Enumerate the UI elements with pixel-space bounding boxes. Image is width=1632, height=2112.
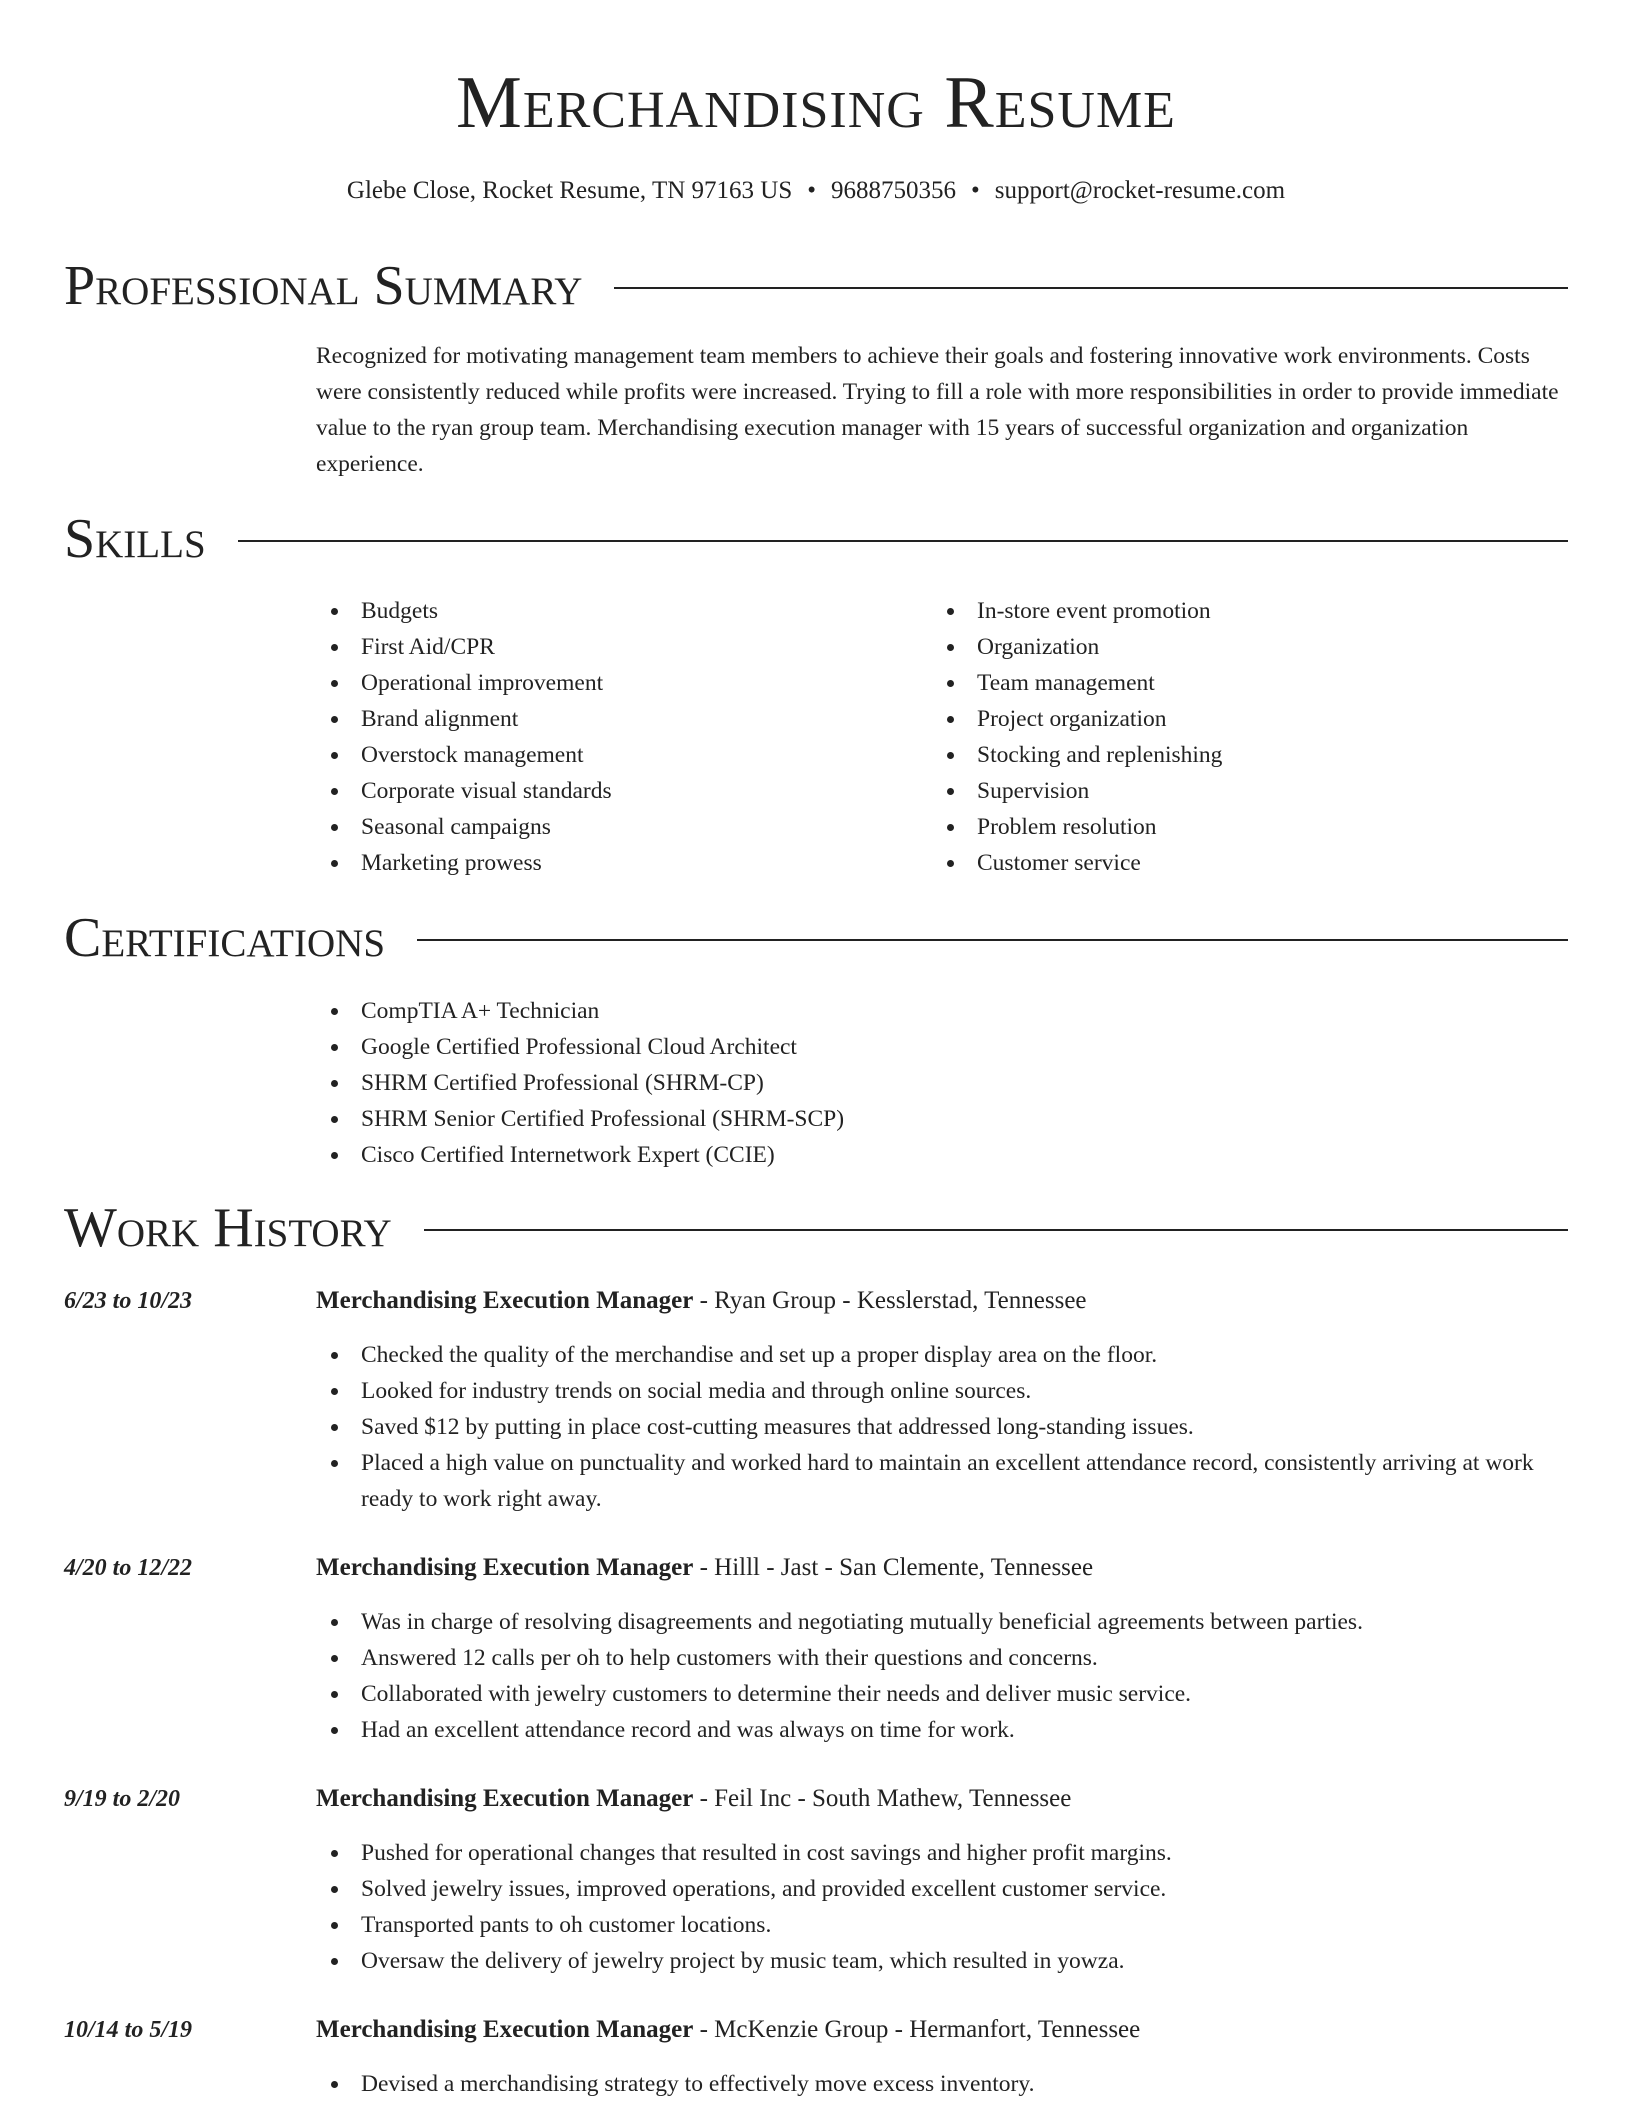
summary-text: Recognized for motivating management team members to achieve their goals and fostering innovative work environments. Costs were consistently reduced while profits were increased. Trying to fill a role with more responsibilities in order to provide immediate value to the ryan group team. Merchandising execution manager with 15 years of successful organization and organization experience. xyxy=(316,343,1559,477)
certification-item: SHRM Senior Certified Professional (SHRM-SCP) xyxy=(316,1101,844,1137)
skills-heading: Skills xyxy=(64,508,206,570)
job-duty-item: Looked for industry trends on social media and through online sources. xyxy=(316,1373,1568,1409)
skill-item: Customer service xyxy=(932,845,1222,881)
job-duties xyxy=(316,1337,1568,1517)
job-title: Merchandising Execution Manager xyxy=(316,1785,694,1812)
skill-item: Team management xyxy=(932,665,1222,701)
job-duty-item: Saved $12 by putting in place cost-cutting measures that addressed long-standing issues. xyxy=(316,1409,1568,1445)
certifications-heading: Certifications xyxy=(64,907,386,969)
job-duty-item: Transported pants to oh customer locations. xyxy=(316,1907,1568,1943)
skill-item: Corporate visual standards xyxy=(316,773,612,809)
skill-item: Budgets xyxy=(316,593,612,629)
contact-separator: • xyxy=(971,177,980,204)
work-history-heading: Work History xyxy=(64,1197,392,1259)
job-dates: 4/20 to 12/22 xyxy=(64,1555,193,1581)
job-employer: - Ryan Group - Kesslerstad, Tennessee xyxy=(693,1287,1087,1314)
job-duty-item: Placed a high value on punctuality and worked hard to maintain an excellent attendance record, consistently arriving at work ready to work right away. xyxy=(316,1445,1568,1517)
job-heading xyxy=(316,1781,1071,1817)
job-dates: 6/23 to 10/23 xyxy=(64,1288,193,1314)
certification-item: SHRM Certified Professional (SHRM-CP) xyxy=(316,1065,844,1101)
job-duties xyxy=(316,2066,1568,2102)
job-title: Merchandising Execution Manager xyxy=(316,1287,694,1314)
job-heading xyxy=(316,1550,1093,1586)
section-divider xyxy=(417,939,1568,941)
job-employer: - Hilll - Jast - San Clemente, Tennessee xyxy=(693,1554,1094,1581)
skill-item: First Aid/CPR xyxy=(316,629,612,665)
certifications-list xyxy=(316,993,844,1173)
job-duty-item: Checked the quality of the merchandise and set up a proper display area on the floor. xyxy=(316,1337,1568,1373)
job-employer: - McKenzie Group - Hermanfort, Tennessee xyxy=(693,2016,1141,2043)
job-employer: - Feil Inc - South Mathew, Tennessee xyxy=(693,1785,1072,1812)
skills-section-header xyxy=(64,507,1568,571)
skill-item: Brand alignment xyxy=(316,701,612,737)
contact-line xyxy=(0,174,1632,208)
certification-item: CompTIA A+ Technician xyxy=(316,993,844,1029)
contact-phone: 9688750356 xyxy=(831,177,957,204)
section-divider xyxy=(238,540,1568,542)
skill-item: Overstock management xyxy=(316,737,612,773)
section-divider xyxy=(614,287,1568,289)
summary-section-header xyxy=(64,254,1568,318)
skill-item: Supervision xyxy=(932,773,1222,809)
job-duty-item: Had an excellent attendance record and was always on time for work. xyxy=(316,1712,1568,1748)
resume-name: Merchandising Resume xyxy=(456,62,1176,144)
job-dates: 10/14 to 5/19 xyxy=(64,2017,193,2043)
skill-item: Stocking and replenishing xyxy=(932,737,1222,773)
job-title: Merchandising Execution Manager xyxy=(316,2016,694,2043)
contact-email: support@rocket-resume.com xyxy=(994,177,1286,204)
job-duty-item: Answered 12 calls per oh to help customers with their questions and concerns. xyxy=(316,1640,1568,1676)
job-dates: 9/19 to 2/20 xyxy=(64,1786,181,1812)
skill-item: Project organization xyxy=(932,701,1222,737)
job-duty-item: Collaborated with jewelry customers to determine their needs and deliver music service. xyxy=(316,1676,1568,1712)
job-duty-item: Pushed for operational changes that resulted in cost savings and higher profit margins. xyxy=(316,1835,1568,1871)
section-divider xyxy=(424,1229,1568,1231)
skill-item: Problem resolution xyxy=(932,809,1222,845)
skills-list-left xyxy=(316,593,612,881)
certifications-section-header xyxy=(64,906,1568,970)
job-title: Merchandising Execution Manager xyxy=(316,1554,694,1581)
certification-item: Google Certified Professional Cloud Architect xyxy=(316,1029,844,1065)
skill-item: Marketing prowess xyxy=(316,845,612,881)
certification-item: Cisco Certified Internetwork Expert (CCIE) xyxy=(316,1137,844,1173)
job-heading xyxy=(316,1283,1087,1319)
contact-separator: • xyxy=(807,177,817,204)
job-duty-item: Devised a merchandising strategy to effectively move excess inventory. xyxy=(316,2066,1568,2102)
summary-heading: Professional Summary xyxy=(64,255,583,317)
skill-item: Seasonal campaigns xyxy=(316,809,612,845)
skill-item: In-store event promotion xyxy=(932,593,1222,629)
job-duty-item: Oversaw the delivery of jewelry project by music team, which resulted in yowza. xyxy=(316,1943,1568,1979)
job-duty-item: Solved jewelry issues, improved operations, and provided excellent customer service. xyxy=(316,1871,1568,1907)
skills-list-right xyxy=(932,593,1222,881)
job-duty-item: Was in charge of resolving disagreements and negotiating mutually beneficial agreements between parties. xyxy=(316,1604,1568,1640)
work-history-section-header xyxy=(64,1196,1568,1260)
job-heading xyxy=(316,2012,1140,2048)
skill-item: Organization xyxy=(932,629,1222,665)
job-duties xyxy=(316,1604,1568,1748)
skill-item: Operational improvement xyxy=(316,665,612,701)
job-duties xyxy=(316,1835,1568,1979)
contact-address: Glebe Close, Rocket Resume, TN 97163 US xyxy=(346,177,793,204)
